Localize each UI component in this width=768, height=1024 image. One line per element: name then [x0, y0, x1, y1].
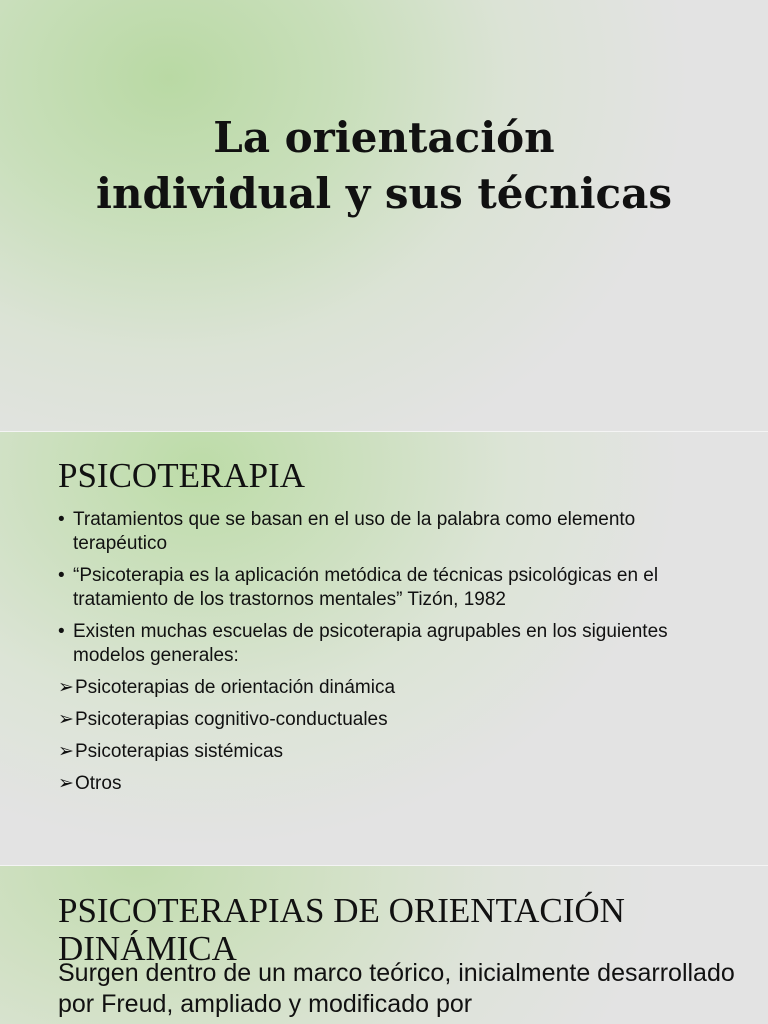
slide-orientacion-dinamica — [0, 866, 768, 1024]
list-item-text: “Psicoterapia es la aplicación metódica de técnicas psicológicas en el tratamiento de los trastornos mentales” Tizón, 1982 — [73, 565, 659, 610]
title-line-1: La orientación — [213, 113, 555, 162]
arrow-bullet-icon: ➢ — [58, 709, 74, 730]
list-item — [58, 620, 728, 668]
slide-body-text: Surgen dentro de un marco teórico, inicialmente desarrollado por Freud, ampliado y modificado por — [58, 959, 735, 1018]
list-item — [58, 676, 728, 700]
list-item-text: Otros — [75, 773, 122, 794]
arrow-bullet-icon: ➢ — [58, 677, 74, 698]
presentation-title — [0, 110, 768, 222]
list-item — [58, 508, 728, 556]
slide-heading: PSICOTERAPIAS DE ORIENTACIÓN DINÁMICA — [58, 891, 625, 968]
arrow-bullet-icon: ➢ — [58, 773, 74, 794]
list-item — [58, 564, 728, 612]
list-item-text: Psicoterapias sistémicas — [75, 741, 284, 762]
bullet-marker: • — [58, 565, 65, 586]
arrow-bullet-icon: ➢ — [58, 741, 74, 762]
slide-title — [0, 0, 768, 432]
bullet-marker: • — [58, 509, 65, 530]
slide-heading: PSICOTERAPIA — [58, 456, 305, 495]
list-item-text: Existen muchas escuelas de psicoterapia agrupables en los siguientes modelos generales: — [73, 621, 668, 666]
list-item-text: Psicoterapias cognitivo-conductuales — [75, 709, 388, 730]
bullet-marker: • — [58, 621, 65, 642]
list-item — [58, 740, 728, 764]
bullet-list — [58, 508, 728, 804]
slide-psicoterapia — [0, 432, 768, 866]
list-item — [58, 708, 728, 732]
list-item-text: Psicoterapias de orientación dinámica — [75, 677, 396, 698]
title-line-2: individual y sus técnicas — [96, 169, 672, 218]
list-item — [58, 772, 728, 796]
list-item-text: Tratamientos que se basan en el uso de la palabra como elemento terapéutico — [73, 509, 636, 554]
